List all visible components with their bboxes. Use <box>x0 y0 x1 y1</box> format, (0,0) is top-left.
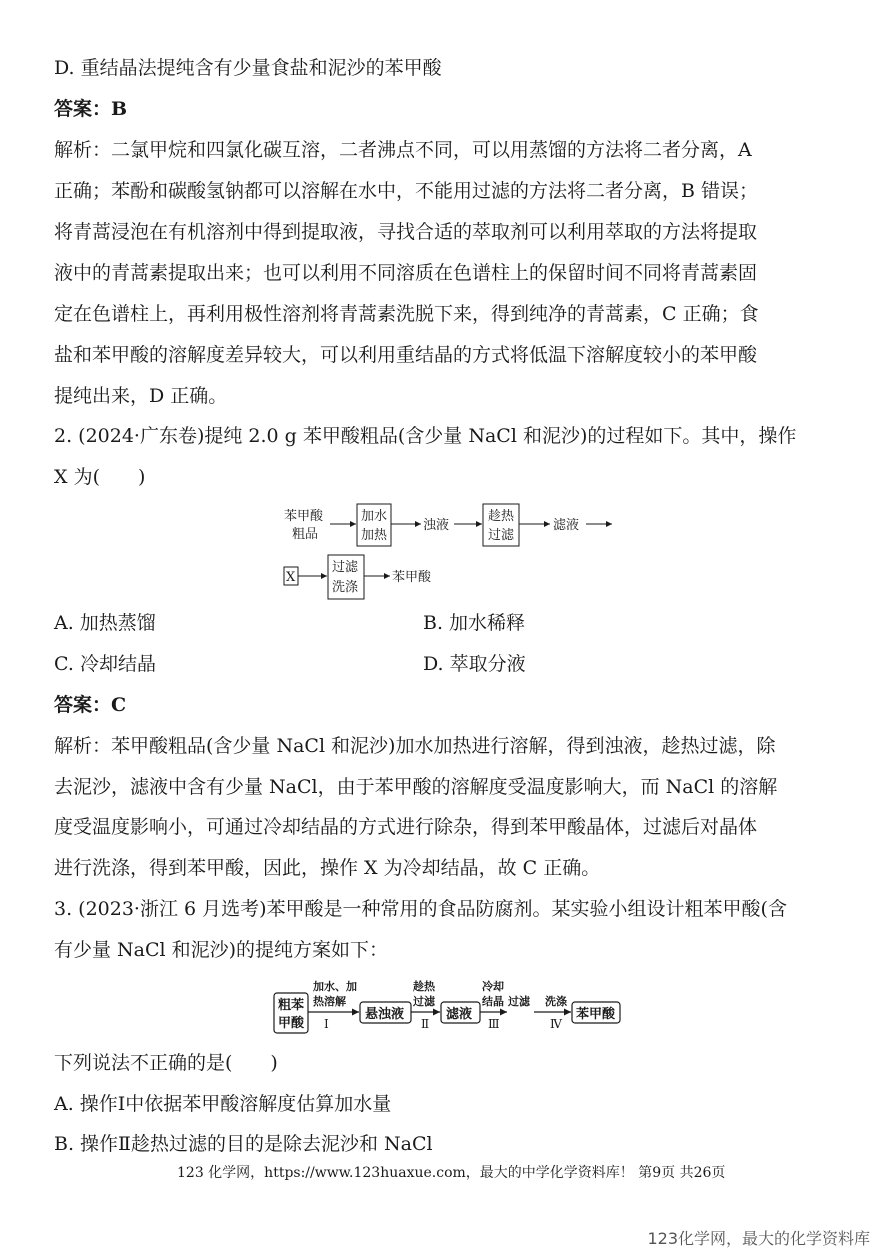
d2-op3-line1: 冷却 <box>482 980 504 993</box>
explanation-1-line-2: 正确；苯酚和碳酸氢钠都可以溶解在水中，不能用过滤的方法将二者分离，B 错误； <box>54 180 759 202</box>
d1-x-label: X <box>286 570 296 585</box>
flow-diagram-1 <box>270 500 630 606</box>
d1-start-line1: 苯甲酸 <box>284 509 324 524</box>
answer-1 <box>54 97 127 121</box>
d2-op2-line2: 过滤 <box>413 995 435 1008</box>
d1-box-2-line1: 趁热 <box>488 509 515 524</box>
explanation-1-line-5: 定在色谱柱上，再利用极性溶剂将青蒿素洗脱下来，得到纯净的青蒿素，C 正确；食 <box>54 303 759 325</box>
flow-diagram-2 <box>270 978 630 1040</box>
d2-step-4: Ⅳ <box>550 1017 562 1031</box>
d1-mid-1: 浊液 <box>423 518 450 533</box>
watermark: 123化学网，最大的化学资料库 <box>647 1229 870 1248</box>
d2-op1-line2: 热溶解 <box>313 995 346 1008</box>
explanation-2-line-4: 进行洗涤，得到苯甲酸，因此，操作 X 为冷却结晶，故 C 正确。 <box>54 857 601 879</box>
d1-box-3-line2: 洗涤 <box>332 580 359 595</box>
answer-1-label: 答案： <box>54 98 112 120</box>
d2-end-label: 苯甲酸 <box>576 1007 616 1022</box>
q2-option-b: B. 加水稀释 <box>423 612 526 634</box>
d2-start-line1: 粗苯 <box>278 998 305 1013</box>
d2-step-3: Ⅲ <box>488 1017 500 1031</box>
d2-start-line2: 甲酸 <box>278 1016 305 1031</box>
explanation-2-line-2: 去泥沙，滤液中含有少量 NaCl，由于苯甲酸的溶解度受温度影响大，而 NaCl 的溶解 <box>54 776 778 798</box>
explanation-1-line-7: 提纯出来，D 正确。 <box>54 385 228 407</box>
d2-op1-line1: 加水、加 <box>313 980 357 993</box>
question-2-line-2: X 为( ) <box>54 466 146 488</box>
d1-box-1-line2: 加热 <box>361 528 388 543</box>
line-option-d: D. 重结晶法提纯含有少量食盐和泥沙的苯甲酸 <box>54 57 442 79</box>
d1-box-3-line1: 过滤 <box>332 560 359 575</box>
d2-op3-filter: 过滤 <box>508 995 530 1008</box>
d2-box-2-label: 滤液 <box>446 1007 473 1022</box>
question-3-line-2: 有少量 NaCl 和泥沙)的提纯方案如下： <box>54 939 389 961</box>
d2-op3-line2: 结晶 <box>482 995 504 1008</box>
d2-op4: 洗涤 <box>545 995 567 1008</box>
answer-2-label: 答案： <box>54 694 112 716</box>
explanation-1-line-4: 液中的青蒿素提取出来；也可以利用不同溶质在色谱柱上的保留时间不同将青蒿素固 <box>54 262 758 284</box>
question-2-line-1: 2. (2024·广东卷)提纯 2.0 g 苯甲酸粗品(含少量 NaCl 和泥沙)的过程如下。其中，操作 <box>54 425 797 447</box>
d1-box-1-line1: 加水 <box>361 509 388 524</box>
d2-box-1-label: 悬浊液 <box>365 1007 405 1022</box>
explanation-1-line-1: 解析：二氯甲烷和四氯化碳互溶，二者沸点不同，可以用蒸馏的方法将二者分离，A <box>54 139 752 161</box>
answer-2 <box>54 693 126 717</box>
d1-box-2-line2: 过滤 <box>488 528 515 543</box>
answer-2-value: C <box>111 694 127 716</box>
d2-step-1: Ⅰ <box>324 1017 329 1031</box>
explanation-2-line-3: 度受温度影响小，可通过冷却结晶的方式进行除杂，得到苯甲酸晶体，过滤后对晶体 <box>54 816 758 838</box>
question-3-option-a: A. 操作Ⅰ中依据苯甲酸溶解度估算加水量 <box>54 1093 392 1115</box>
d1-end: 苯甲酸 <box>392 570 432 585</box>
q2-option-d: D. 萃取分液 <box>423 653 526 675</box>
d1-start-line2: 粗品 <box>292 527 319 542</box>
question-3-line-1: 3. (2023·浙江 6 月选考)苯甲酸是一种常用的食品防腐剂。某实验小组设计粗苯甲酸(含 <box>54 898 787 920</box>
question-3-line-3: 下列说法不正确的是( ) <box>54 1052 278 1074</box>
q2-option-a: A. 加热蒸馏 <box>54 612 156 634</box>
explanation-1-line-3: 将青蒿浸泡在有机溶剂中得到提取液，寻找合适的萃取剂可以利用萃取的方法将提取 <box>54 221 758 243</box>
d1-mid-2: 滤液 <box>553 518 580 533</box>
answer-1-value: B <box>111 98 128 120</box>
d2-step-2: Ⅱ <box>421 1017 430 1031</box>
explanation-1-line-6: 盐和苯甲酸的溶解度差异较大，可以利用重结晶的方式将低温下溶解度较小的苯甲酸 <box>54 344 758 366</box>
page-footer: 123 化学网，https://www.123huaxue.com，最大的中学化学资料库！ 第9页 共26页 <box>177 1165 726 1181</box>
d2-op2-line1: 趁热 <box>413 980 435 993</box>
q2-option-c: C. 冷却结晶 <box>54 653 156 675</box>
explanation-2-line-1: 解析：苯甲酸粗品(含少量 NaCl 和泥沙)加水加热进行溶解，得到浊液，趁热过滤，除 <box>54 735 776 757</box>
question-3-option-b: B. 操作Ⅱ趁热过滤的目的是除去泥沙和 NaCl <box>54 1133 433 1155</box>
